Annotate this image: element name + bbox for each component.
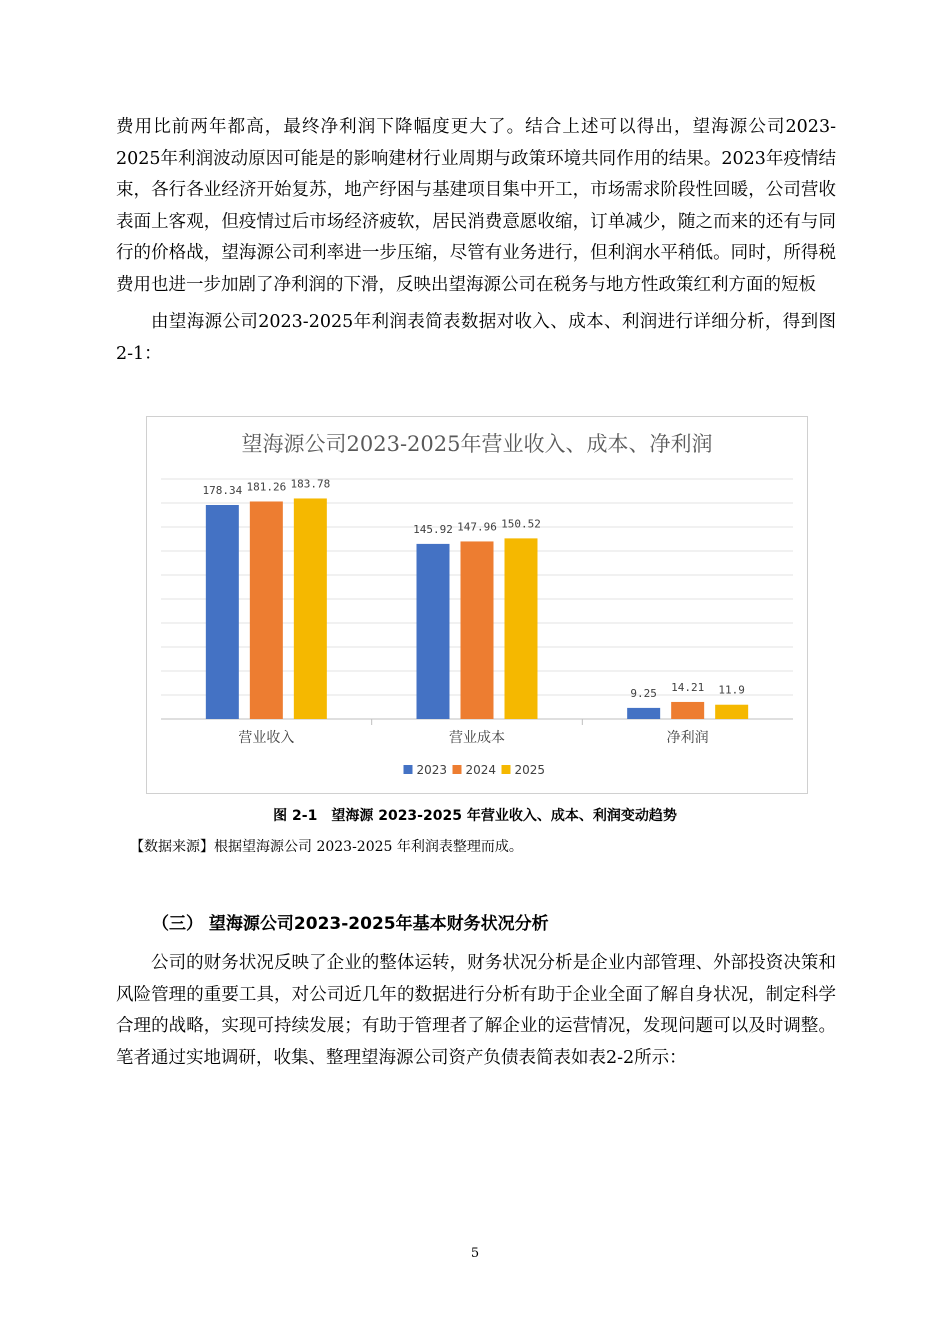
legend-label: 2023 <box>416 763 448 777</box>
category-label: 营业成本 <box>449 730 505 746</box>
data-label: 147.96 <box>457 520 497 534</box>
data-label: 14.21 <box>671 680 705 694</box>
body-text-top <box>116 112 836 370</box>
bar-2023-2 <box>627 708 660 719</box>
data-label: 181.26 <box>246 480 287 494</box>
bar-2023-1 <box>417 544 450 719</box>
section-heading: （三） 望海源公司2023-2025年基本财务状况分析 <box>152 914 549 934</box>
legend-label: 2024 <box>465 763 497 777</box>
data-label: 150.52 <box>501 517 541 531</box>
legend-swatch <box>453 765 462 774</box>
data-label: 9.25 <box>630 686 657 700</box>
bar-2024-2 <box>671 702 704 719</box>
figure-caption: 图 2-1 望海源 2023-2025 年营业收入、成本、利润变动趋势 <box>273 808 677 824</box>
bar-chart <box>146 416 808 794</box>
legend-swatch <box>502 765 511 774</box>
data-label: 178.34 <box>202 483 243 497</box>
paragraph-financial-status: 公司的财务状况反映了企业的整体运转，财务状况分析是企业内部管理、外部投资决策和风险管理的重要工具，对公司近几年的数据进行分析有助于企业全面了解自身状况，制定科学合理的战略，实现可持续发展；有助于管理者了解企业的运营情况，发现问题可以及时调整。笔者通过实地调研，收集、整理望海源公司资产负债表简表如表2-2所示： <box>116 953 836 1068</box>
chart-canvas <box>147 417 807 793</box>
bar-2023-0 <box>206 505 239 719</box>
category-label: 营业收入 <box>238 730 295 746</box>
data-source-note: 【数据来源】根据望海源公司 2023-2025 年利润表整理而成。 <box>130 839 523 855</box>
bar-2025-1 <box>505 538 538 719</box>
page-number: 5 <box>470 1246 480 1261</box>
chart-legend <box>404 763 546 777</box>
chart-title: 望海源公司2023-2025年营业收入、成本、净利润 <box>241 432 713 456</box>
paragraph-chart-intro: 由望海源公司2023-2025年利润表简表数据对收入、成本、利润进行详细分析，得到图2-1： <box>116 312 836 364</box>
bar-2024-1 <box>461 541 494 719</box>
bar-2025-2 <box>715 705 748 719</box>
category-label: 净利润 <box>666 730 709 746</box>
legend-label: 2025 <box>514 763 546 777</box>
chart-category-labels <box>238 719 708 746</box>
bar-2025-0 <box>294 498 327 719</box>
paragraph-profit-analysis: 费用比前两年都高，最终净利润下降幅度更大了。结合上述可以得出，望海源公司2023-2025年利润波动原因可能是的影响建材行业周期与政策环境共同作用的结果。2023年疫情结束，各行各业经济开始复苏，地产纾困与基建项目集中开工，市场需求阶段性回暖，公司营收表面上客观，但疫情过后市场经济疲软，居民消费意愿收缩，订单减少，随之而来的还有与同行的价格战，望海源公司利率进一步压缩，尽管有业务进行，但利润水平稍低。同时，所得税费用也进一步加剧了净利润的下滑，反映出望海源公司在税务与地方性政策红利方面的短板 <box>116 117 836 295</box>
body-text-section <box>116 948 836 1074</box>
bar-2024-0 <box>250 501 283 719</box>
legend-swatch <box>404 765 413 774</box>
data-label: 183.78 <box>290 477 331 491</box>
data-label: 145.92 <box>413 522 453 536</box>
data-label: 11.9 <box>718 683 745 697</box>
